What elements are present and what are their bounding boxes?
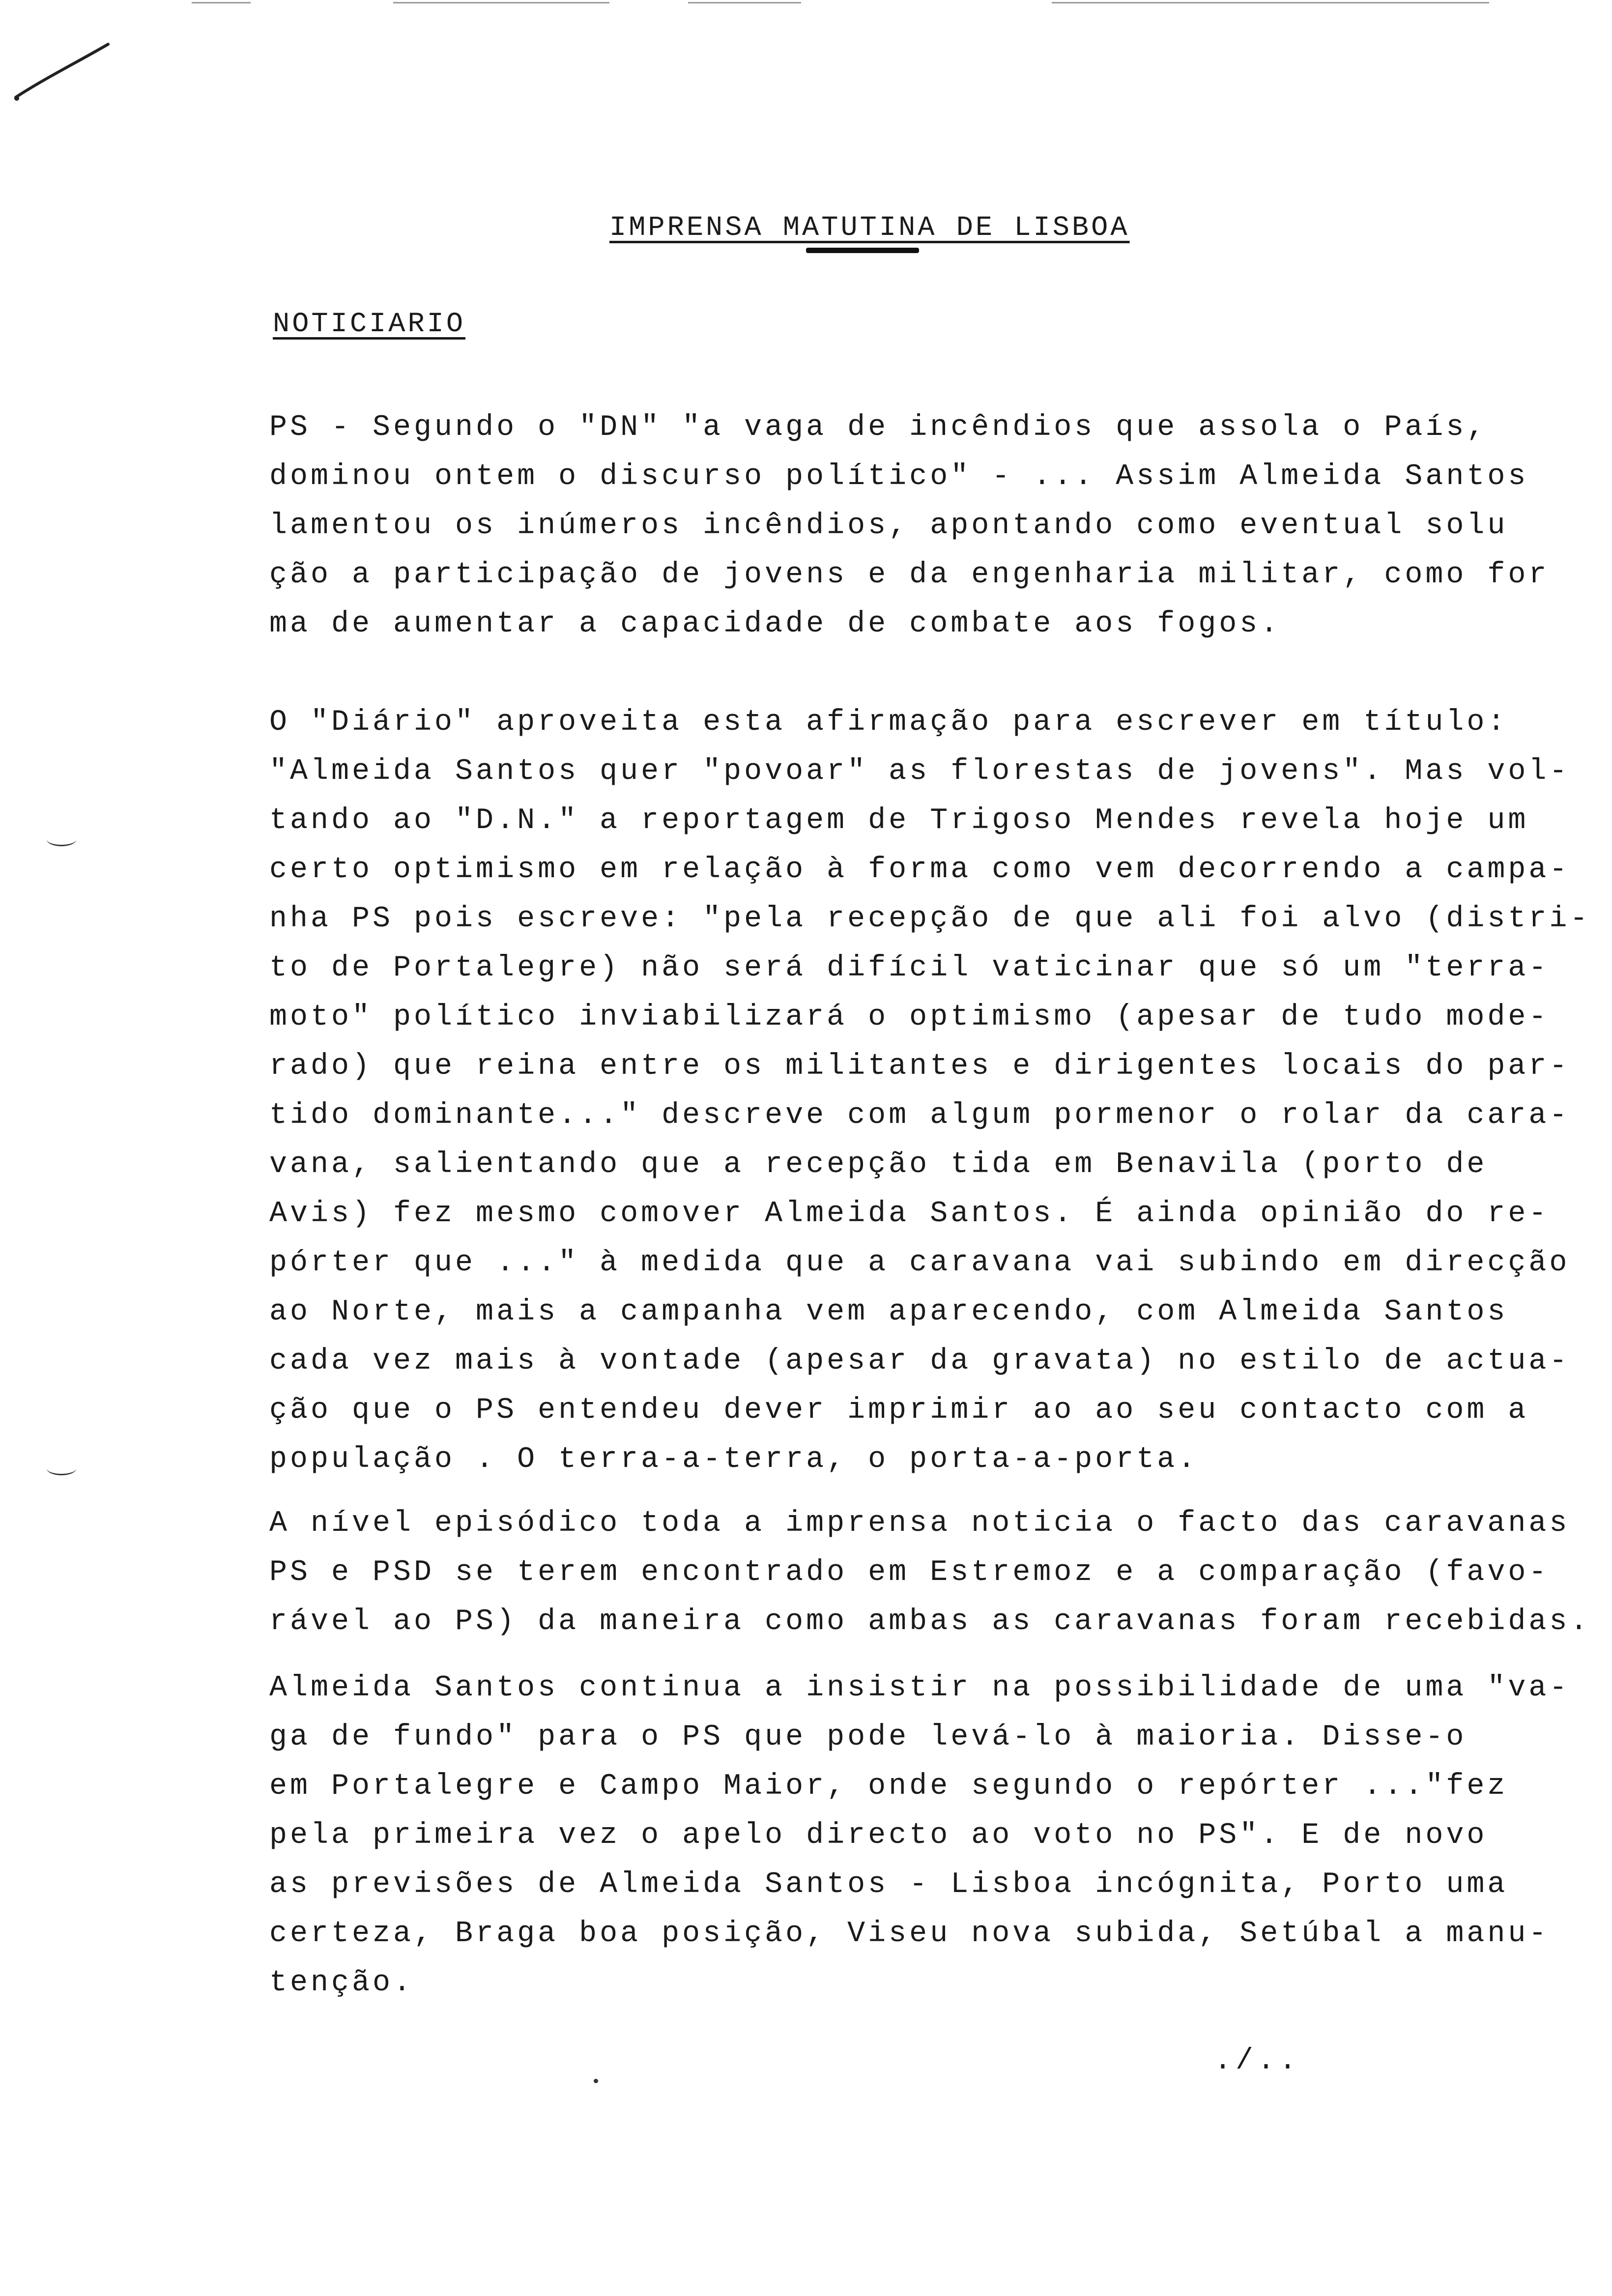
text-line: to de Portalegre) não será difícil vaticinar que só um "terra-	[269, 951, 1550, 985]
text-line: Avis) fez mesmo comover Almeida Santos. É ainda opinião do re-	[269, 1197, 1550, 1231]
text-line: tido dominante..." descreve com algum pormenor o rolar da cara-	[269, 1099, 1570, 1132]
top-edge-rule	[1052, 2, 1489, 3]
paragraph	[269, 698, 1591, 1484]
page-title: IMPRENSA MATUTINA DE LISBOA	[609, 212, 1130, 244]
pen-stroke-mark	[10, 39, 113, 108]
text-line: as previsões de Almeida Santos - Lisboa incógnita, Porto uma	[269, 1868, 1508, 1901]
text-line: pela primeira vez o apelo directo ao voto no PS". E de novo	[269, 1819, 1488, 1852]
text-line: lamentou os inúmeros incêndios, apontando como eventual solu	[269, 509, 1508, 543]
text-line: ção a participação de jovens e da engenharia militar, como for	[269, 558, 1550, 592]
text-line: certeza, Braga boa posição, Viseu nova subida, Setúbal a manu-	[269, 1917, 1550, 1951]
text-line: Almeida Santos continua a insistir na possibilidade de uma "va-	[269, 1671, 1570, 1705]
text-line: tando ao "D.N." a reportagem de Trigoso Mendes revela hoje um	[269, 804, 1529, 837]
text-line: pórter que ..." à medida que a caravana vai subindo em direcção	[269, 1246, 1570, 1280]
top-edge-rule	[192, 2, 251, 3]
paragraph	[269, 1664, 1570, 2008]
page-continuation-mark: ./..	[1214, 2044, 1301, 2078]
top-edge-rule	[393, 2, 609, 3]
text-line: vana, salientando que a recepção tida em Benavila (porto de	[269, 1148, 1488, 1181]
ink-dot	[594, 2079, 598, 2083]
text-line: PS - Segundo o "DN" "a vaga de incêndios que assola o País,	[269, 411, 1488, 444]
text-line: "Almeida Santos quer "povoar" as florestas de jovens". Mas vol-	[269, 755, 1570, 788]
text-line: nha PS pois escreve: "pela recepção de que ali foi alvo (distri-	[269, 902, 1591, 936]
section-heading: NOTICIARIO	[273, 309, 466, 340]
paragraph	[269, 1499, 1591, 1646]
text-line: O "Diário" aproveita esta afirmação para escrever em título:	[269, 706, 1508, 739]
text-line: rado) que reina entre os militantes e dirigentes locais do par-	[269, 1050, 1570, 1083]
text-line: em Portalegre e Campo Maior, onde segundo o repórter ..."fez	[269, 1770, 1508, 1803]
text-line: tenção.	[269, 1966, 414, 2000]
text-line: ção que o PS entendeu dever imprimir ao ao seu contacto com a	[269, 1394, 1529, 1427]
text-line: certo optimismo em relação à forma como vem decorrendo a campa-	[269, 853, 1570, 887]
punch-hole-mark	[47, 1462, 76, 1475]
punch-hole-mark	[47, 833, 76, 846]
text-line: moto" político inviabilizará o optimismo (apesar de tudo mode-	[269, 1001, 1550, 1034]
text-line: cada vez mais à vontade (apesar da gravata) no estilo de actua-	[269, 1345, 1570, 1378]
text-line: ga de fundo" para o PS que pode levá-lo à maioria. Disse-o	[269, 1721, 1467, 1754]
title-underline-mark	[806, 248, 919, 253]
text-line: PS e PSD se terem encontrado em Estremoz e a comparação (favo-	[269, 1556, 1550, 1589]
text-line: ma de aumentar a capacidade de combate aos fogos.	[269, 607, 1281, 641]
text-line: rável ao PS) da maneira como ambas as caravanas foram recebidas.	[269, 1605, 1591, 1638]
text-line: população . O terra-a-terra, o porta-a-porta.	[269, 1443, 1199, 1476]
text-line: ao Norte, mais a campanha vem aparecendo, com Almeida Santos	[269, 1295, 1508, 1329]
text-line: dominou ontem o discurso político" - ... Assim Almeida Santos	[269, 460, 1529, 493]
top-edge-rule	[688, 2, 801, 3]
paragraph	[269, 403, 1550, 649]
text-line: A nível episódico toda a imprensa noticia o facto das caravanas	[269, 1507, 1570, 1540]
